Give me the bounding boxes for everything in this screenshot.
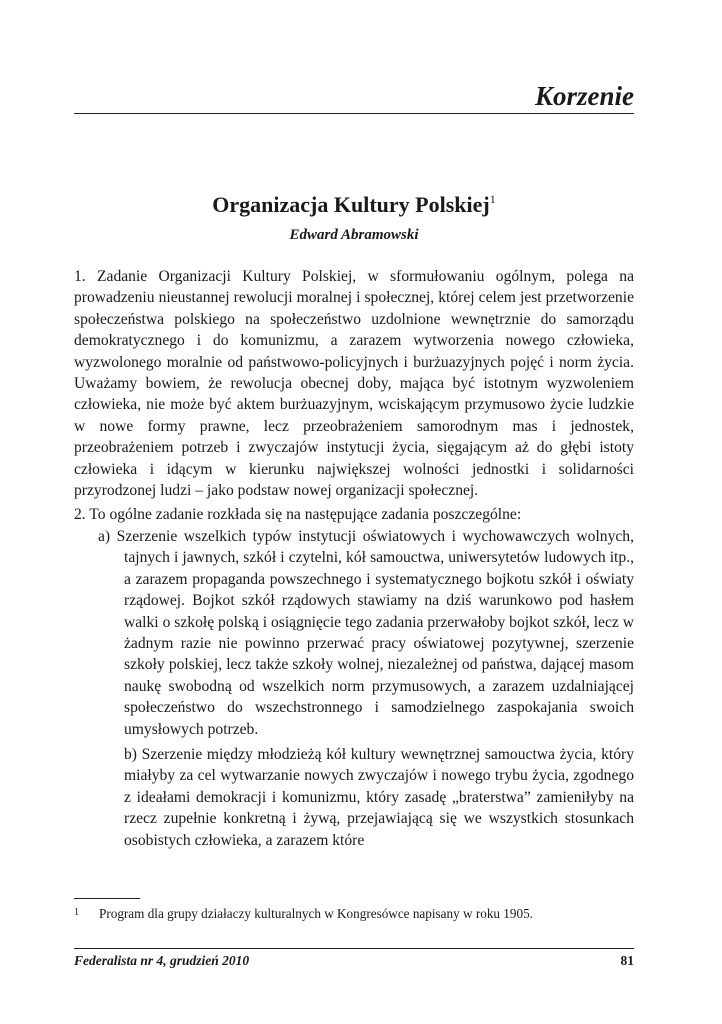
article-body <box>74 266 634 851</box>
paragraph-1: 1. Zadanie Organizacji Kultury Polskiej, w sformułowaniu ogólnym, polega na prowadzeniu nieustannej rewolucji moralnej i społecznej, której celem jest przetworzenie społeczeństwa polskiego na społeczeństwo uzdolnione wewnętrznie do samorządu demokratycznego i do komunizmu, a zarazem wytworzenia nowego człowieka, wyzwolonego moralnie od państwowo-policyjnych i burżuazyjnych pojęć i norm życia. Uważamy bowiem, że rewolucja obecnej doby, mająca być istotnym wyzwoleniem człowieka, nie może być aktem burżuazyjnym, wciskającym przymusowo życie ludzkie w nowe formy prawne, lecz przeobrażeniem samorodnym mas i jednostek, przeobrażeniem potrzeb i zwyczajów instytucji życia, sięgającym aż do głębi istoty człowieka i idącym w kierunku największej wolności jednostki i solidarności przyrodzonej ludzi – jako podstaw nowej organizacji społecznej. <box>74 268 634 500</box>
footnote <box>74 905 634 922</box>
page-number: 81 <box>620 953 634 968</box>
subparagraph-a: a) Szerzenie wszelkich typów instytucji oświatowych i wychowawczych wolnych, tajnych i jawnych, szkół i czytelni, kół samouctwa, uniwersytetów ludowych itp., a zarazem propaganda powszechnego i systematycznego bojkotu szkół i oświaty rządowej. Bojkot szkół rządowych stawiamy na dziś warunkowo pod hasłem walki o szkołę polską i osiągnięcie tego zadania przerwałoby bojkot szkół, lecz w żadnym razie nie powinno przerwać pracy oświatowej pozytywnej, szerzenie szkoły polskiej, lecz także szkoły wolnej, niezależnej od państwa, dającej masom naukę swobodną od wszelkich norm przymusowych, a zarazem uzdalniającej społeczeństwo do wszechstronnego i samodzielnego zaspokajania swoich umysłowych potrzeb. <box>98 527 634 738</box>
footer-divider <box>74 948 634 949</box>
footnote-mark: 1 <box>74 907 79 918</box>
article-title-text: Organizacja Kultury Polskiej <box>212 192 490 217</box>
footnote-text: Program dla grupy działaczy kulturalnych w Kongresówce napisany w roku 1905. <box>99 906 533 921</box>
subparagraph-b: b) Szerzenie między młodzieżą kół kultury wewnętrznej samouctwa życia, który miałyby za cel wytwarzanie nowych zwyczajów i nowego trybu życia, zgodnego z ideałami demokracji i komunizmu, który zasadę „braterstwa” zamieniłyby na rzecz zupełnie konkretną i żywą, przejawiającą się we wszystkich stosunkach osobistych człowieka, a zarazem które <box>124 745 634 849</box>
running-header-title: Korzenie <box>534 81 634 111</box>
article-author: Edward Abramowski <box>289 227 419 243</box>
footnote-divider <box>74 898 140 899</box>
header-divider <box>74 113 634 114</box>
footer-journal: Federalista nr 4, grudzień 2010 <box>74 953 250 968</box>
title-footnote-ref: 1 <box>489 192 496 206</box>
paragraph-2: 2. To ogólne zadanie rozkłada się na następujące zadania poszczególne: <box>74 506 522 524</box>
article-title <box>74 190 634 220</box>
